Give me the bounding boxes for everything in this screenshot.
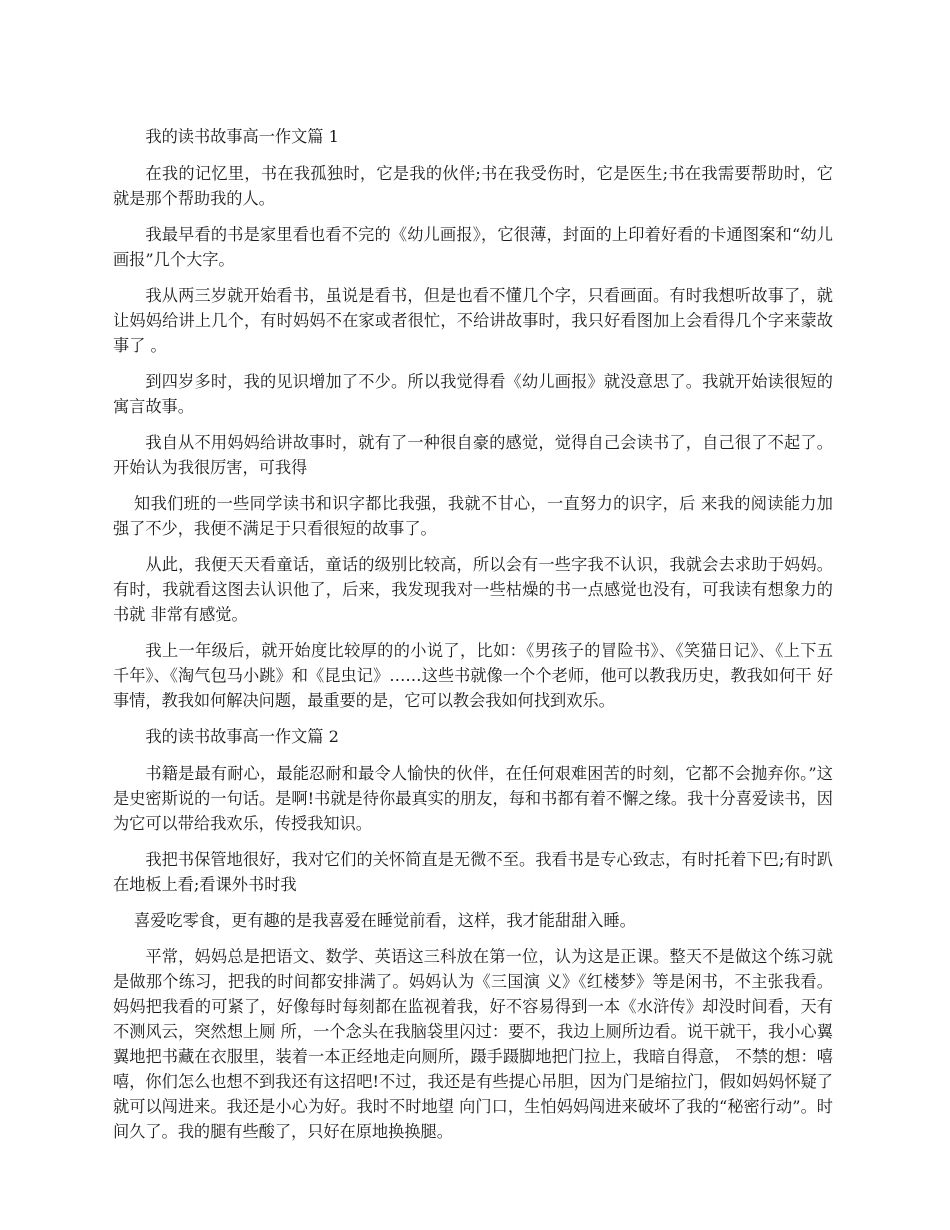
paragraph-9: 书籍是最有耐心，最能忍耐和最令人愉快的伙伴，在任何艰难困苦的时刻，它都不会抛弃你。”这是史密斯说的一句话。是啊!书就是待你最真实的朋友，每和书都有着不懈之缘。我十分喜爱读书，因为它可以带给我欢乐，传授我知识。 <box>113 764 833 833</box>
article-body <box>113 124 833 1155</box>
paragraph-1: 在我的记忆里，书在我孤独时，它是我的伙伴;书在我受伤时，它是医生;书在我需要帮助时，它就是那个帮助我的人。 <box>113 164 833 208</box>
paragraph-12: 平常，妈妈总是把语文、数学、英语这三科放在第一位，认为这是正课。整天不是做这个练习就是做那个练习，把我的时间都安排满了。妈妈认为《三国演 义》《红楼梦》等是闲书，不主张我看。妈妈把我看的可紧了，好像每时每刻都在监视着我，好不容易得到一本《水浒传》却没时间看，天有不测风云，突然想上厕 所，一个念头在我脑袋里闪过：要不，我边上厕所边看。说干就干，我小心翼翼地把书藏在衣服里，装着一本正经地走向厕所，蹑手蹑脚地把门拉上，我暗自得意， 不禁的想：嘻嘻，你们怎么也想不到我还有这招吧!不过，我还是有些提心吊胆，因为门是缩拉门，假如妈妈怀疑了就可以闯进来。我还是小心为好。我时不时地望 向门口，生怕妈妈闯进来破坏了我的“秘密行动”。时间久了。我的腿有些酸了，只好在原地换换腿。 <box>113 947 833 1141</box>
paragraph-8: 我上一年级后，就开始度比较厚的的小说了，比如：《男孩子的冒险书》、《笑猫日记》、《上下五千年》、《淘气包马小跳》和《昆虫记》……这些书就像一个个老师，他可以教我历史，教我如何干 好事情，教我如何解决问题，最重要的是，它可以教会我如何找到欢乐。 <box>113 641 833 710</box>
paragraph-5: 我自从不用妈妈给讲故事时，就有了一种很自豪的感觉，觉得自己会读书了，自己很了不起了。开始认为我很厉害，可我得 <box>113 433 833 477</box>
paragraph-7: 从此，我便天天看童话，童话的级别比较高，所以会有一些字我不认识，我就会去求助于妈妈。有时，我就看这图去认识他了，后来，我发现我对一些枯燥的书一点感觉也没有，可我读有想象力的书就 非常有感觉。 <box>113 555 833 624</box>
paragraph-6: 知我们班的一些同学读书和识字都比我强，我就不甘心，一直努力的识字，后 来我的阅读能力加强了不少，我便不满足于只看很短的故事了。 <box>113 494 833 538</box>
paragraph-4: 到四岁多时，我的见识增加了不少。所以我觉得看《幼儿画报》就没意思了。我就开始读很短的寓言故事。 <box>113 372 833 416</box>
paragraph-11: 喜爱吃零食，更有趣的是我喜爱在睡觉前看，这样，我才能甜甜入睡。 <box>134 911 636 930</box>
section-heading-1: 我的读书故事高一作文篇 1 <box>145 127 339 146</box>
paragraph-10: 我把书保管地很好，我对它们的关怀简直是无微不至。我看书是专心致志，有时托着下巴;有时趴在地板上看;看课外书时我 <box>113 850 833 894</box>
section-heading-2: 我的读书故事高一作文篇 2 <box>145 727 339 746</box>
paragraph-3: 我从两三岁就开始看书，虽说是看书，但是也看不懂几个字，只看画面。有时我想听故事了，就让妈妈给讲上几个，有时妈妈不在家或者很忙，不给讲故事时，我只好看图加上会看得几个字来蒙故事了 。 <box>113 286 833 355</box>
paragraph-2: 我最早看的书是家里看也看不完的《幼儿画报》，它很薄，封面的上印着好看的卡通图案和“幼儿画报”几个大字。 <box>113 225 833 269</box>
